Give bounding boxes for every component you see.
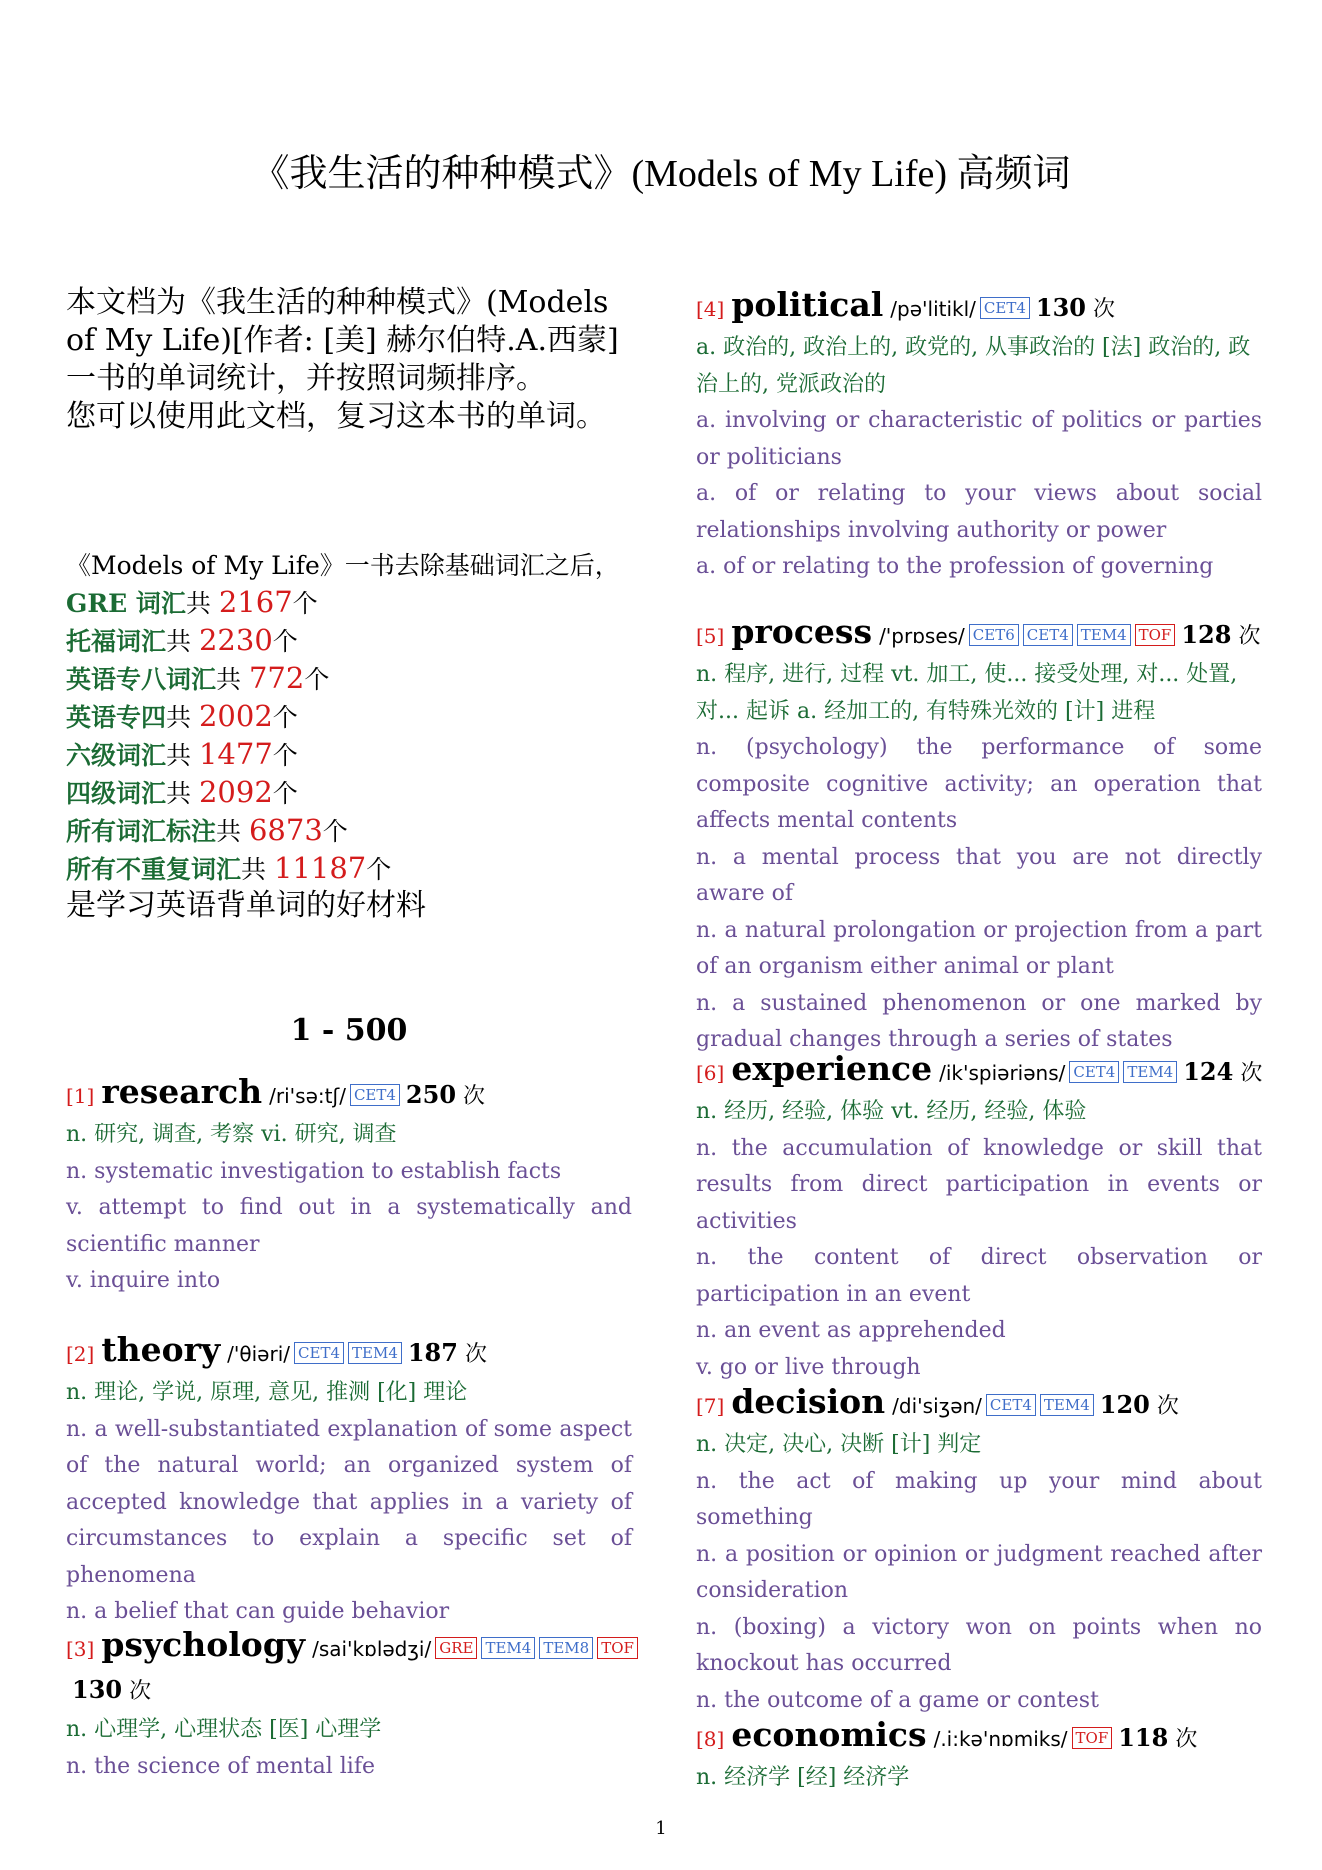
stat-connector: 共: [216, 817, 249, 846]
stat-connector: 共: [216, 665, 249, 694]
entry-index: [2]: [66, 1342, 95, 1366]
stat-count: 6873: [248, 813, 323, 847]
entry-header: [696, 1715, 1262, 1760]
stat-line: [66, 698, 632, 736]
exam-tag: TEM4: [348, 1342, 402, 1364]
exam-tag: CET6: [969, 624, 1019, 646]
stat-line: [66, 622, 632, 660]
chinese-definition: n. 研究, 调查, 考察 vi. 研究, 调查: [66, 1122, 397, 1147]
stat-line: [66, 850, 632, 888]
stat-label: 四级词汇: [66, 779, 167, 808]
english-definition: n. (psychology) the performance of some composite cognitive activity; an operation that affects mental contents: [696, 735, 1262, 833]
entry-header: [66, 1072, 632, 1117]
word-entry: [696, 1049, 1262, 1386]
page-number: 1: [655, 1818, 667, 1839]
exam-tag: CET4: [1023, 624, 1073, 646]
word-entry: [696, 285, 1262, 586]
english-definition: n. the science of mental life: [66, 1753, 375, 1779]
chinese-definition: n. 经济学 [经] 经济学: [696, 1765, 910, 1790]
exam-tag: TEM4: [1040, 1394, 1094, 1416]
entry-index: [8]: [696, 1727, 725, 1751]
stat-label: 所有不重复词汇: [66, 855, 242, 884]
frequency-count: 124: [1183, 1057, 1234, 1086]
entry-word: decision: [731, 1382, 886, 1421]
stat-count: 2092: [198, 775, 273, 809]
english-definition: n. a position or opinion or judgment reached after consideration: [696, 1541, 1262, 1603]
word-entry: [696, 1382, 1262, 1719]
stat-label: 六级词汇: [66, 741, 167, 770]
stat-connector: 共: [241, 855, 274, 884]
intro-line-2: 您可以使用此文档，复习这本书的单词。: [66, 399, 606, 434]
entry-word: experience: [731, 1049, 933, 1088]
stat-unit: 个: [322, 817, 348, 846]
chinese-definition: n. 理论, 学说, 原理, 意见, 推测 [化] 理论: [66, 1380, 468, 1405]
stat-count: 2230: [198, 623, 273, 657]
entry-phonetic: /sai'kɒlədʒi/: [312, 1637, 432, 1661]
entry-header: [696, 612, 1262, 657]
english-definition: a. of or relating to the profession of governing: [696, 554, 1214, 579]
stat-connector: 共: [185, 589, 219, 618]
entry-word: economics: [731, 1715, 927, 1754]
frequency-count: 128: [1181, 620, 1232, 649]
entry-phonetic: /ik'spiəriəns/: [939, 1061, 1066, 1085]
exam-tag: TEM4: [1077, 624, 1131, 646]
frequency-unit: 次: [1238, 624, 1261, 649]
stat-unit: 个: [272, 779, 298, 808]
stat-line: [66, 584, 632, 622]
stat-label: 英语专四: [66, 703, 167, 732]
entry-header: [66, 1330, 632, 1375]
entry-index: [4]: [696, 297, 725, 321]
english-definition: n. a mental process that you are not directly aware of: [696, 844, 1262, 906]
entry-index: [5]: [696, 624, 725, 648]
stat-line: [66, 812, 632, 850]
stat-unit: 个: [272, 627, 298, 656]
exam-tag: TEM8: [539, 1637, 593, 1659]
frequency-unit: 次: [1175, 1727, 1198, 1752]
entry-header: [696, 285, 1262, 330]
entry-phonetic: /.i:kə'nɒmiks/: [933, 1727, 1068, 1751]
exam-tag: CET4: [294, 1342, 344, 1364]
english-definition: n. an event as apprehended: [696, 1318, 1006, 1343]
exam-tag: TEM4: [481, 1637, 535, 1659]
english-definition: v. inquire into: [66, 1268, 221, 1293]
exam-tag: GRE: [435, 1637, 477, 1659]
stat-count: 772: [248, 661, 305, 695]
stat-line: [66, 660, 632, 698]
stat-count: 2167: [218, 585, 293, 619]
english-definition: n. (boxing) a victory won on points when no knockout has occurred: [696, 1614, 1262, 1676]
stat-unit: 个: [366, 855, 392, 884]
chinese-definition: n. 经历, 经验, 体验 vt. 经历, 经验, 体验: [696, 1099, 1087, 1124]
entry-index: [1]: [66, 1084, 95, 1108]
exam-tag: CET4: [350, 1084, 400, 1106]
entry-header: [66, 1625, 632, 1712]
intro-line-1: 本文档为《我生活的种种模式》(Models of My Life)[作者: [美] 赫尔伯特.A.西蒙] 一书的单词统计，并按照词频排序。: [66, 285, 619, 396]
entry-word: psychology: [101, 1625, 306, 1664]
stat-line: [66, 774, 632, 812]
english-definition: n. a sustained phenomenon or one marked by gradual changes through a series of states: [696, 990, 1262, 1052]
frequency-count: 118: [1118, 1723, 1169, 1752]
stat-unit: 个: [272, 703, 298, 732]
english-definition: v. attempt to find out in a systematically and scientific manner: [66, 1195, 632, 1257]
chinese-definition: n. 程序, 进行, 过程 vt. 加工, 使... 接受处理, 对... 处置, 对... 起诉 a. 经加工的, 有特殊光效的 [计] 进程: [696, 662, 1238, 724]
word-entry: [696, 612, 1262, 1059]
stat-label: 英语专八词汇: [66, 665, 217, 694]
entry-index: [3]: [66, 1637, 95, 1661]
stat-unit: 个: [292, 589, 318, 618]
exam-tag: CET4: [1069, 1061, 1119, 1083]
exam-tag: CET4: [980, 297, 1030, 319]
stat-count: 1477: [198, 737, 273, 771]
english-definition: a. of or relating to your views about social relationships involving authority or power: [696, 481, 1262, 543]
chinese-definition: n. 心理学, 心理状态 [医] 心理学: [66, 1717, 382, 1742]
frequency-count: 130: [1035, 293, 1087, 322]
frequency-unit: 次: [463, 1084, 486, 1109]
stat-label: 所有词汇标注: [66, 817, 217, 846]
stat-unit: 个: [304, 665, 330, 694]
frequency-unit: 次: [1156, 1394, 1179, 1419]
exam-tag: TEM4: [1123, 1061, 1177, 1083]
entry-phonetic: /di'siʒən/: [892, 1394, 982, 1418]
word-entry: [66, 1625, 632, 1785]
word-entry: [696, 1715, 1262, 1797]
frequency-count: 130: [72, 1675, 123, 1704]
english-definition: n. the outcome of a game or contest: [696, 1687, 1099, 1713]
english-definition: n. a belief that can guide behavior: [66, 1599, 450, 1624]
chinese-definition: a. 政治的, 政治上的, 政党的, 从事政治的 [法] 政治的, 政治上的, 党派政治的: [696, 335, 1251, 397]
frequency-count: 187: [407, 1338, 458, 1367]
stat-connector: 共: [166, 741, 199, 770]
english-definition: v. go or live through: [696, 1354, 921, 1380]
word-entry: [66, 1072, 632, 1300]
stat-count: 2002: [198, 699, 273, 733]
stat-unit: 个: [272, 741, 298, 770]
entry-word: research: [101, 1072, 263, 1111]
frequency-unit: 次: [1240, 1061, 1263, 1086]
frequency-unit: 次: [464, 1342, 487, 1367]
entry-word: political: [731, 285, 884, 324]
exam-tag: TOF: [597, 1637, 638, 1659]
word-entry: [66, 1330, 632, 1631]
english-definition: a. involving or characteristic of politics or parties or politicians: [696, 408, 1262, 470]
english-definition: n. a natural prolongation or projection from a part of an organism either animal or plant: [696, 917, 1262, 979]
stats-closing: 是学习英语背单词的好材料: [66, 888, 426, 923]
stats-lead: 《Models of My Life》一书去除基础词汇之后，: [66, 551, 620, 580]
vocabulary-stats: [66, 548, 632, 924]
document-title: 《我生活的种种模式》(Models of My Life) 高频词: [251, 153, 1071, 195]
english-definition: n. the accumulation of knowledge or skill that results from direct participation in events or activities: [696, 1135, 1262, 1234]
stat-connector: 共: [166, 627, 199, 656]
rank-range-heading: 1 - 500: [290, 1013, 408, 1048]
entry-word: process: [731, 612, 873, 651]
exam-tag: TOF: [1072, 1727, 1113, 1749]
frequency-count: 250: [405, 1080, 457, 1109]
frequency-unit: 次: [129, 1679, 152, 1704]
entry-phonetic: /pə'litikl/: [890, 297, 976, 321]
entry-phonetic: /ri'sə:tʃ/: [269, 1084, 346, 1108]
frequency-count: 120: [1099, 1390, 1150, 1419]
exam-tag: CET4: [986, 1394, 1036, 1416]
exam-tag: TOF: [1135, 624, 1176, 646]
entry-index: [6]: [696, 1061, 725, 1085]
english-definition: n. the content of direct observation or participation in an event: [696, 1245, 1262, 1307]
entry-phonetic: /'prɒses/: [879, 624, 965, 648]
stat-label: GRE 词汇: [66, 589, 186, 618]
entry-index: [7]: [696, 1394, 725, 1418]
entry-phonetic: /'θiəri/: [227, 1342, 291, 1366]
chinese-definition: n. 决定, 决心, 决断 [计] 判定: [696, 1432, 982, 1457]
stat-line: [66, 736, 632, 774]
stat-count: 11187: [273, 851, 367, 885]
intro-paragraph: [66, 284, 632, 436]
english-definition: n. systematic investigation to establish facts: [66, 1158, 562, 1184]
english-definition: n. a well-substantiated explanation of some aspect of the natural world; an organized system of accepted knowledge that applies in a variety of circumstances to explain a specific set of phenomena: [66, 1416, 632, 1588]
stat-label: 托福词汇: [66, 627, 167, 656]
entry-header: [696, 1049, 1262, 1094]
frequency-unit: 次: [1093, 297, 1116, 322]
stat-connector: 共: [166, 779, 199, 808]
entry-header: [696, 1382, 1262, 1427]
stat-connector: 共: [166, 703, 199, 732]
entry-word: theory: [101, 1330, 221, 1369]
english-definition: n. the act of making up your mind about something: [696, 1468, 1262, 1530]
